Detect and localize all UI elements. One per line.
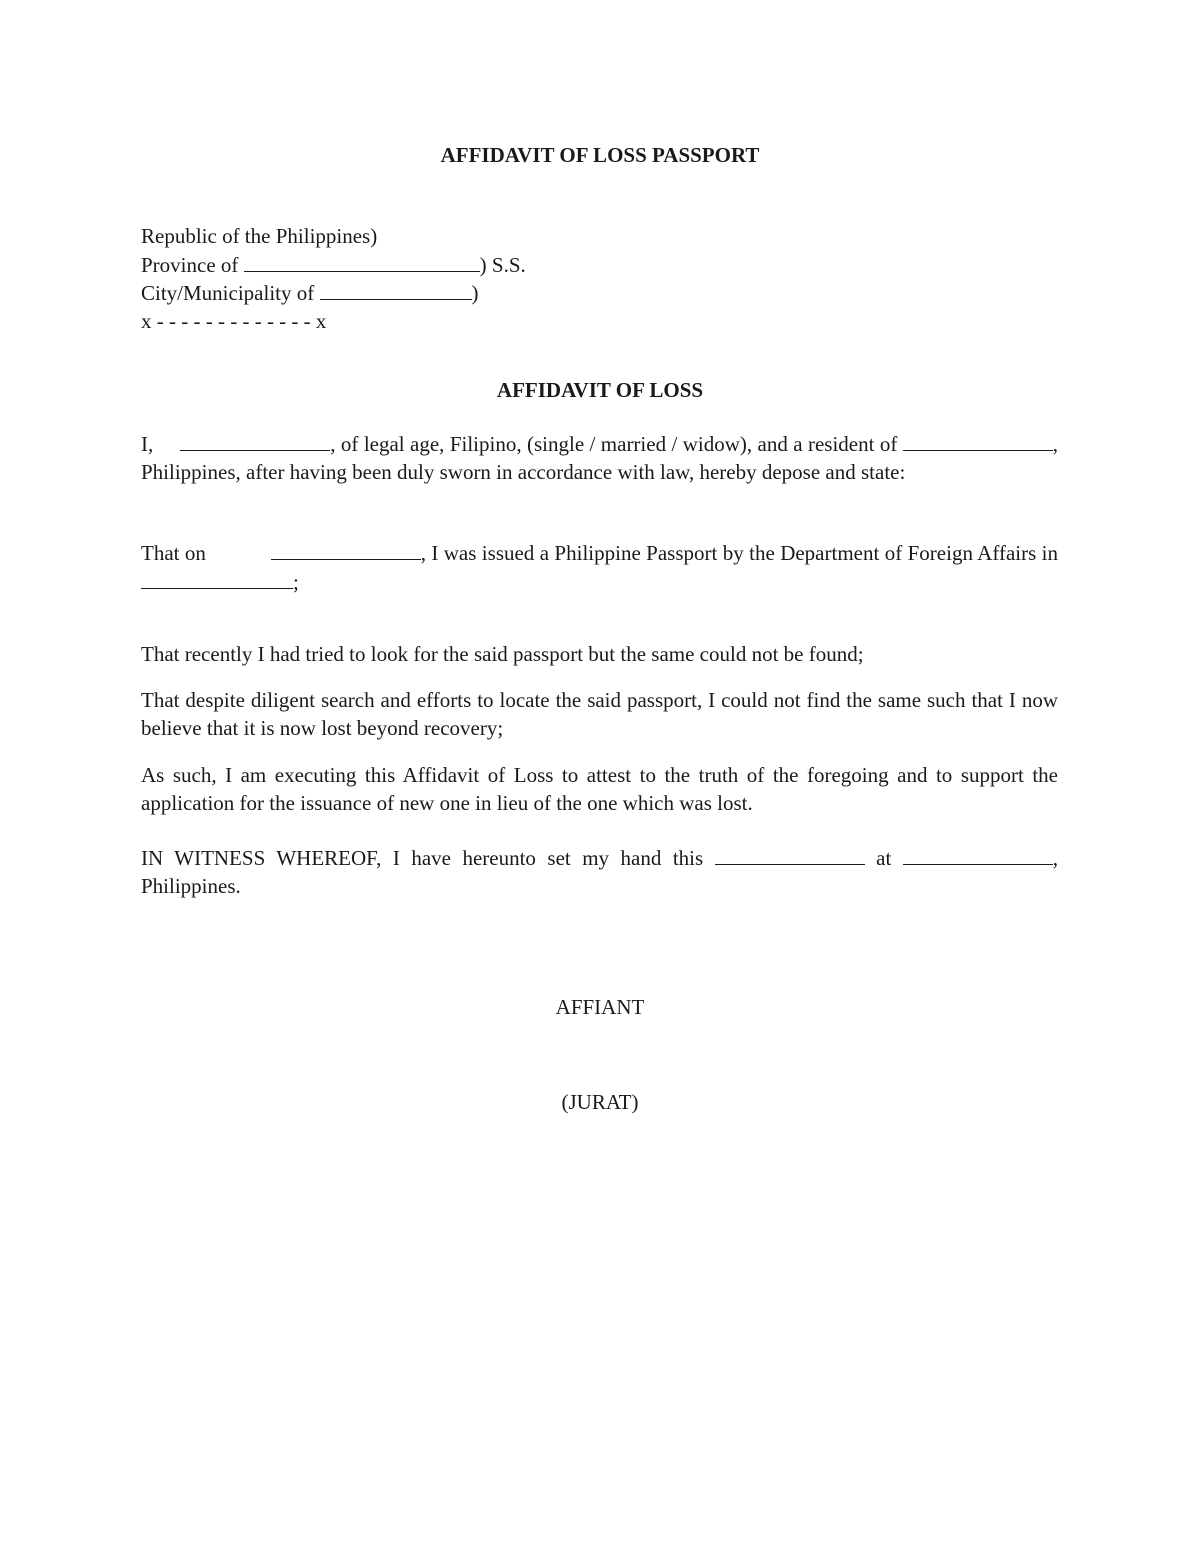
province-blank: [244, 251, 480, 272]
jurat-label: (JURAT): [561, 1090, 639, 1114]
paragraph-search: That recently I had tried to look for the said passport but the same could not be found;: [141, 642, 864, 666]
city-blank: [320, 279, 472, 300]
venue-province: Province of ) S.S.: [141, 252, 526, 277]
issue-place-blank: [141, 568, 293, 589]
witness-place-blank: [903, 844, 1053, 865]
document-title: AFFIDAVIT OF LOSS PASSPORT: [440, 143, 760, 167]
name-blank: [180, 430, 330, 451]
venue-city: City/Municipality of ): [141, 281, 479, 305]
paragraph-purpose: As such, I am executing this Affidavit of Loss to attest to the truth of the foregoing and to support the application for the issuance of new one in lieu of the one which was lost.: [141, 763, 1058, 815]
paragraph-witness: IN WITNESS WHEREOF, I have hereunto set my hand this at , Philippines.: [141, 846, 1059, 898]
witness-date-blank: [715, 844, 865, 865]
paragraph-diligent-search: That despite diligent search and efforts to locate the said passport, I could not find the same such that I now believe that it is now lost beyond recovery;: [141, 688, 1058, 740]
affidavit-subtitle: AFFIDAVIT OF LOSS: [496, 378, 704, 402]
venue-separator: x - - - - - - - - - - - - - x: [141, 308, 327, 333]
residence-blank: [903, 430, 1053, 451]
affiant-label: AFFIANT: [555, 995, 645, 1019]
venue-republic: Republic of the Philippines): [141, 224, 378, 248]
paragraph-issuance: That on , I was issued a Philippine Passport by the Department of Foreign Affairs in ;: [141, 541, 1059, 594]
paragraph-identity: I, , of legal age, Filipino, (single / married / widow), and a resident of , Philippines, after having been duly sworn in accordance with law, hereby depose and state:: [141, 432, 1059, 484]
issue-date-blank: [271, 539, 421, 560]
venue-block: [141, 223, 1058, 335]
